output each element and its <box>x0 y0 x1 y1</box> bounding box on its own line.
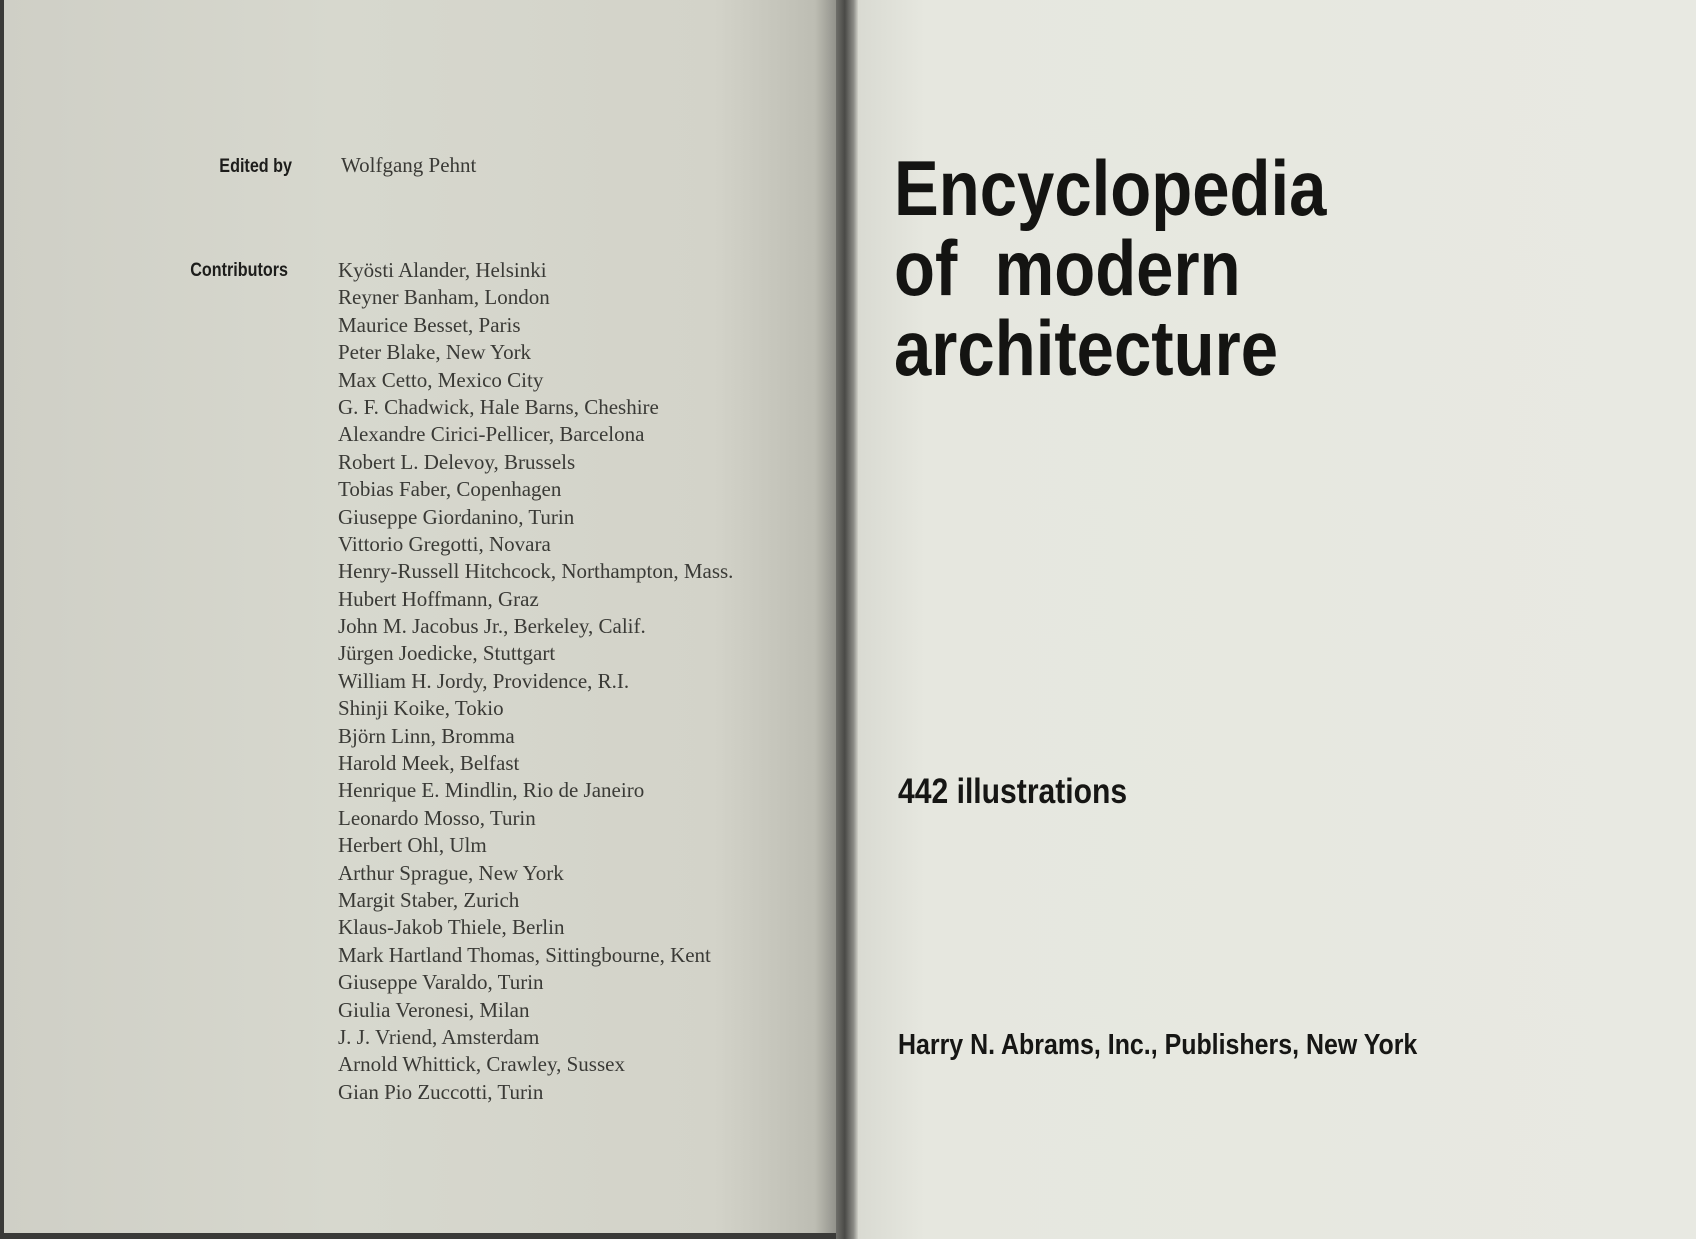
contributor-item: Robert L. Delevoy, Brussels <box>338 449 576 474</box>
contributor-item: Maurice Besset, Paris <box>338 312 521 337</box>
contributor-item: Reyner Banham, London <box>338 285 550 310</box>
contributor-item: Klaus-Jakob Thiele, Berlin <box>338 915 565 940</box>
contributor-item: Kyösti Alander, Helsinki <box>338 258 547 282</box>
contributor-item: John M. Jacobus Jr., Berkeley, Calif. <box>338 614 646 639</box>
contributor-item: Tobias Faber, Copenhagen <box>338 477 562 502</box>
contributors-list <box>338 257 733 1106</box>
title-line: Encyclopedia <box>894 144 1327 232</box>
contributor-item: Mark Hartland Thomas, Sittingbourne, Kent <box>338 942 711 967</box>
contributor-item: Jürgen Joedicke, Stuttgart <box>338 641 556 666</box>
publisher: Harry N. Abrams, Inc., Publishers, New York <box>898 1029 1418 1061</box>
contributor-item: Henry-Russell Hitchcock, Northampton, Mass. <box>338 559 734 584</box>
contributor-item: Arthur Sprague, New York <box>338 860 564 885</box>
editor-name: Wolfgang Pehnt <box>341 153 477 177</box>
contributor-item: Henrique E. Mindlin, Rio de Janeiro <box>338 778 645 803</box>
contributor-item: Alexandre Cirici-Pellicer, Barcelona <box>338 422 645 447</box>
contributor-item: Max Cetto, Mexico City <box>338 367 544 392</box>
title-line: of modern <box>894 224 1241 312</box>
contributor-item: Leonardo Mosso, Turin <box>338 805 536 830</box>
left-page <box>4 0 840 1233</box>
contributor-item: Herbert Ohl, Ulm <box>338 833 487 858</box>
contributor-item: Shinji Koike, Tokio <box>338 696 504 721</box>
contributors-label: Contributors <box>190 260 288 281</box>
contributor-item: William H. Jordy, Providence, R.I. <box>338 668 630 693</box>
contributor-item: Giuseppe Giordanino, Turin <box>338 504 575 529</box>
contributor-item: Giuseppe Varaldo, Turin <box>338 970 544 995</box>
contributor-item: Margit Staber, Zurich <box>338 887 520 912</box>
contributor-item: Giulia Veronesi, Milan <box>338 997 530 1022</box>
edited-by-label: Edited by <box>219 156 292 177</box>
contributor-item: Peter Blake, New York <box>338 340 532 365</box>
contributor-item: G. F. Chadwick, Hale Barns, Cheshire <box>338 394 659 419</box>
contributor-item: Harold Meek, Belfast <box>338 751 520 776</box>
contributor-item: Vittorio Gregotti, Novara <box>338 531 551 556</box>
illustrations-count: 442 illustrations <box>898 772 1128 811</box>
book-title <box>894 144 1327 392</box>
contributor-item: Arnold Whittick, Crawley, Sussex <box>338 1052 625 1077</box>
contributor-item: J. J. Vriend, Amsterdam <box>338 1024 540 1049</box>
contributor-item: Gian Pio Zuccotti, Turin <box>338 1079 544 1104</box>
contributor-item: Björn Linn, Bromma <box>338 723 515 748</box>
title-line: architecture <box>894 304 1279 392</box>
contributor-item: Hubert Hoffmann, Graz <box>338 586 539 611</box>
book-gutter <box>836 0 858 1239</box>
